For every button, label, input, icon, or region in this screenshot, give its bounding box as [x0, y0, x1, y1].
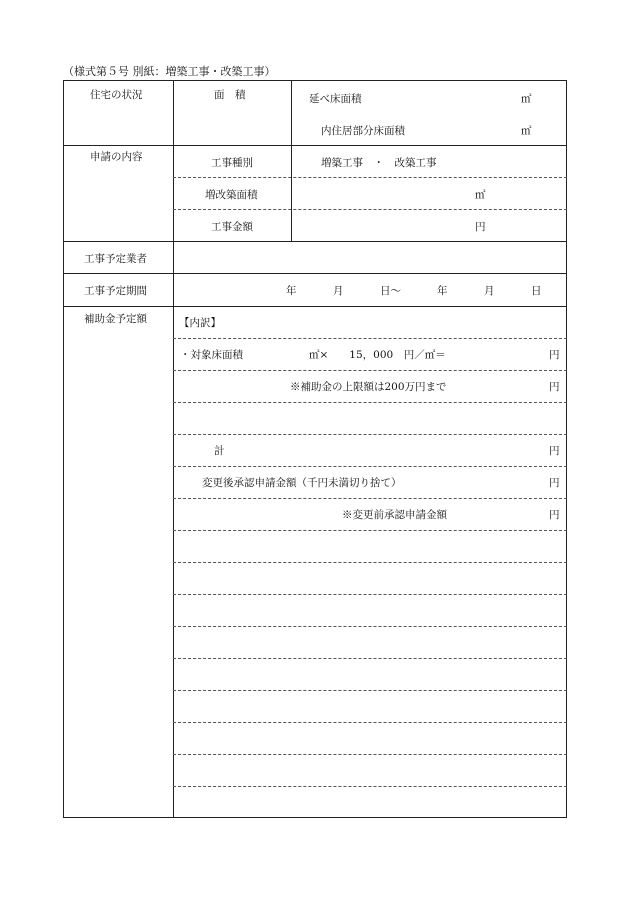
total-floor-area-unit: ㎡ [521, 93, 532, 105]
cost-unit: 円 [475, 221, 486, 233]
previous-amount-label: ※変更前承認申請金額 [342, 509, 447, 521]
column-divider [173, 80, 174, 818]
inner-floor-area-unit: ㎡ [521, 125, 532, 137]
dashed-divider [173, 209, 567, 210]
application-form-table [63, 80, 567, 818]
subsidy-label: 補助金予定額 [84, 313, 147, 325]
inner-floor-area-label: 内住居部分床面積 [321, 125, 405, 137]
dashed-divider [173, 786, 567, 787]
changed-amount-yen: 円 [549, 477, 560, 489]
total-label: 計 [214, 445, 225, 457]
dashed-divider [173, 338, 567, 339]
form-heading: （様式第５号 別紙：増築工事・改築工事） [63, 65, 276, 78]
contractor-label: 工事予定業者 [84, 253, 147, 265]
target-area-label: ・対象床面積 [180, 349, 243, 361]
dashed-divider [173, 466, 567, 467]
dashed-divider [173, 370, 567, 371]
row-divider [63, 241, 567, 242]
housing-status-label: 住宅の状況 [90, 89, 143, 101]
dashed-divider [173, 434, 567, 435]
limit-yen: 円 [549, 381, 560, 393]
area-label: 面 積 [214, 89, 246, 101]
dashed-divider [173, 722, 567, 723]
dashed-divider [173, 498, 567, 499]
breakdown-heading: 【内訳】 [179, 317, 221, 329]
dashed-divider [173, 562, 567, 563]
dashed-divider [173, 530, 567, 531]
period-end-year: 年 [437, 285, 448, 297]
period-label: 工事予定期間 [84, 285, 147, 297]
extension-area-unit: ㎡ [475, 189, 486, 201]
total-yen: 円 [549, 445, 560, 457]
extension-area-label: 増改築面積 [205, 189, 258, 201]
row-divider [63, 273, 567, 274]
cost-label: 工事金額 [211, 221, 253, 233]
limit-note: ※補助金の上限額は200万円まで [290, 381, 447, 393]
row-divider [63, 306, 567, 307]
subsidy-rate: ㎡× 15，000 円／㎡＝ [309, 349, 446, 361]
column-divider-inner [291, 80, 292, 241]
dashed-divider [173, 594, 567, 595]
changed-amount-label: 変更後承認申請金額（千円未満切り捨て） [202, 477, 402, 489]
dashed-divider [173, 402, 567, 403]
row-divider [63, 145, 567, 146]
period-start-year: 年 [286, 285, 297, 297]
period-end-month: 月 [484, 285, 495, 297]
dashed-divider [173, 754, 567, 755]
dashed-divider [173, 626, 567, 627]
dashed-divider [173, 177, 567, 178]
work-type-label: 工事種別 [211, 157, 253, 169]
dashed-divider [173, 658, 567, 659]
period-start-month: 月 [333, 285, 344, 297]
work-type-value: 増築工事 ・ 改築工事 [321, 157, 437, 169]
period-end-day: 日 [531, 285, 542, 297]
total-floor-area-label: 延べ床面積 [309, 93, 362, 105]
application-label: 申請の内容 [90, 151, 143, 163]
dashed-divider [173, 690, 567, 691]
target-area-yen: 円 [549, 349, 560, 361]
previous-amount-yen: 円 [549, 509, 560, 521]
period-start-day: 日～ [380, 285, 401, 297]
